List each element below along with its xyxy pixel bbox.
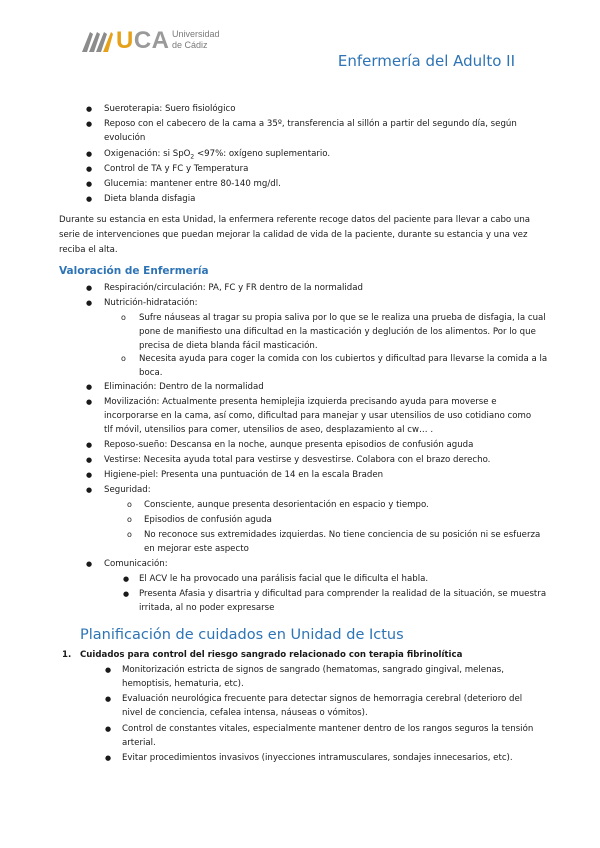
paragraph-line: Durante su estancia en esta Unidad, la enfermera referente recoge datos del paciente para llevar a cabo una (59, 215, 531, 225)
list-item-cont: hemoptisis, hematuria, etc). (122, 679, 244, 689)
list-item: Movilización: Actualmente presenta hemiplejia izquierda precisando ayuda para moverse e (104, 397, 497, 407)
bullet-icon: ● (86, 284, 93, 292)
list-item: Vestirse: Necesita ayuda total para vestirse y desvestirse. Colabora con el brazo derecho. (104, 455, 491, 465)
list-item-cont: arterial. (122, 738, 156, 748)
list-item: Higiene-piel: Presenta una puntuación de 14 en la escala Braden (104, 470, 384, 480)
bullet-icon: ● (86, 471, 93, 479)
bullet-icon: ● (86, 456, 93, 464)
list-item: Sueroterapia: Suero fisiológico (104, 104, 236, 114)
bullet-icon: ● (86, 441, 93, 449)
bullet-icon: ● (86, 299, 93, 307)
paragraph-line: serie de intervenciones que puedan mejorar la calidad de vida de la paciente, durante su estancia y una vez (59, 230, 528, 240)
uca-emblem-icon (80, 28, 114, 54)
list-item: Glucemia: mantener entre 80-140 mg/dl. (104, 179, 281, 189)
section-heading-valoracion: Valoración de Enfermería (59, 265, 209, 277)
document-title: Enfermería del Adulto II (337, 52, 515, 70)
sub-bullet-icon: o (127, 515, 132, 524)
sub-list-item: Consciente, aunque presenta desorientación en espacio y tiempo. (144, 500, 429, 510)
bullet-icon: ● (86, 120, 93, 128)
logo-wordmark: UCA (116, 27, 170, 54)
bullet-icon: ● (105, 666, 112, 674)
list-item-cont: incorporarse en la cama, así como, dificultad para manejar y usar utensilios de uso cotidiano como (104, 411, 532, 421)
sub-list-item-cont: boca. (139, 368, 163, 378)
sub-list-item: No reconoce sus extremidades izquierdas. No tiene conciencia de su posición ni se esfuerza (144, 530, 541, 540)
bullet-icon: ● (105, 695, 112, 703)
list-item: Evaluación neurológica frecuente para detectar signos de hemorragia cerebral (deterioro del (122, 694, 523, 704)
list-item: Eliminación: Dentro de la normalidad (104, 382, 264, 392)
list-item: Reposo-sueño: Descansa en la noche, aunque presenta episodios de confusión aguda (104, 440, 474, 450)
sub-bullet-icon: o (127, 500, 132, 509)
oxig-text-end: <97%: oxígeno suplementario. (194, 149, 331, 159)
sub-list-item: Presenta Afasia y disartria y dificultad para comprender la realidad de la situación, se muestra (139, 589, 547, 599)
logo-sub-line1: Universidad (172, 29, 220, 39)
list-item: Reposo con el cabecero de la cama a 35º, transferencia al sillón a partir del segundo día, según (104, 119, 517, 129)
sub-list-item: Necesita ayuda para coger la comida con los cubiertos y dificultad para llevarse la comida a la (139, 354, 548, 364)
sub-list-item-cont: irritada, al no poder expresarse (139, 603, 275, 613)
list-item: Dieta blanda disfagia (104, 194, 196, 204)
bullet-icon: ● (123, 590, 130, 598)
list-item: Seguridad: (104, 485, 151, 495)
oxig-text: Oxigenación: si SpO (104, 149, 191, 159)
sub-list-item-cont: precisa de dieta blanda fácil masticación. (139, 341, 318, 351)
logo-sub-line2: de Cádiz (172, 40, 208, 50)
sub-bullet-icon: o (121, 354, 126, 363)
bullet-icon: ● (86, 105, 93, 113)
list-item-cont: tlf móvil, utensilios para comer, utensilios de aseo, desplazamiento al cw… . (104, 425, 434, 435)
bullet-icon: ● (86, 180, 93, 188)
list-item: Respiración/circulación: PA, FC y FR dentro de la normalidad (104, 283, 363, 293)
bullet-icon: ● (86, 383, 93, 391)
section-heading-planificacion: Planificación de cuidados en Unidad de Ictus (80, 627, 404, 643)
list-item: Control de constantes vitales, especialmente mantener dentro de los rangos seguros la tensión (122, 724, 534, 734)
list-item-cont: evolución (104, 133, 146, 143)
list-item: Nutrición-hidratación: (104, 298, 198, 308)
sub-list-item: Episodios de confusión aguda (144, 515, 272, 525)
sub-list-item: Sufre náuseas al tragar su propia saliva por lo que se le realiza una prueba de disfagia, la cual (139, 313, 546, 323)
sub-bullet-icon: o (121, 313, 126, 322)
sub-list-item: El ACV le ha provocado una parálisis facial que le dificulta el habla. (139, 574, 429, 584)
bullet-icon: ● (86, 195, 93, 203)
bullet-icon: ● (86, 398, 93, 406)
list-item: Control de TA y FC y Temperatura (104, 164, 249, 174)
logo-subtitle (172, 29, 220, 51)
sub-list-item-cont: pone de manifiesto una dificultad en la masticación y deglución de los alimentos. Por lo que (139, 327, 536, 337)
list-item: Comunicación: (104, 559, 168, 569)
sub-list-item-cont: en mejorar este aspecto (144, 544, 249, 554)
list-item-cont: nivel de conciencia, cefalea intensa, náuseas o vómitos). (122, 708, 368, 718)
bullet-icon: ● (86, 165, 93, 173)
bullet-icon: ● (105, 754, 112, 762)
numbered-item-number: 1. (62, 650, 72, 660)
list-item: Monitorización estricta de signos de sangrado (hematomas, sangrado gingival, melenas, (122, 665, 505, 675)
oxig-subscript: 2 (190, 153, 195, 161)
list-item: Evitar procedimientos invasivos (inyecciones intramusculares, sondajes innecesarios, etc). (122, 753, 513, 763)
sub-bullet-icon: o (127, 530, 132, 539)
bullet-icon: ● (123, 575, 130, 583)
bullet-icon: ● (86, 560, 93, 568)
bullet-icon: ● (86, 150, 93, 158)
numbered-item-title: Cuidados para control del riesgo sangrado relacionado con terapia fibrinolítica (80, 650, 463, 660)
bullet-icon: ● (86, 486, 93, 494)
bullet-icon: ● (105, 725, 112, 733)
paragraph-line: reciba el alta. (59, 245, 118, 255)
